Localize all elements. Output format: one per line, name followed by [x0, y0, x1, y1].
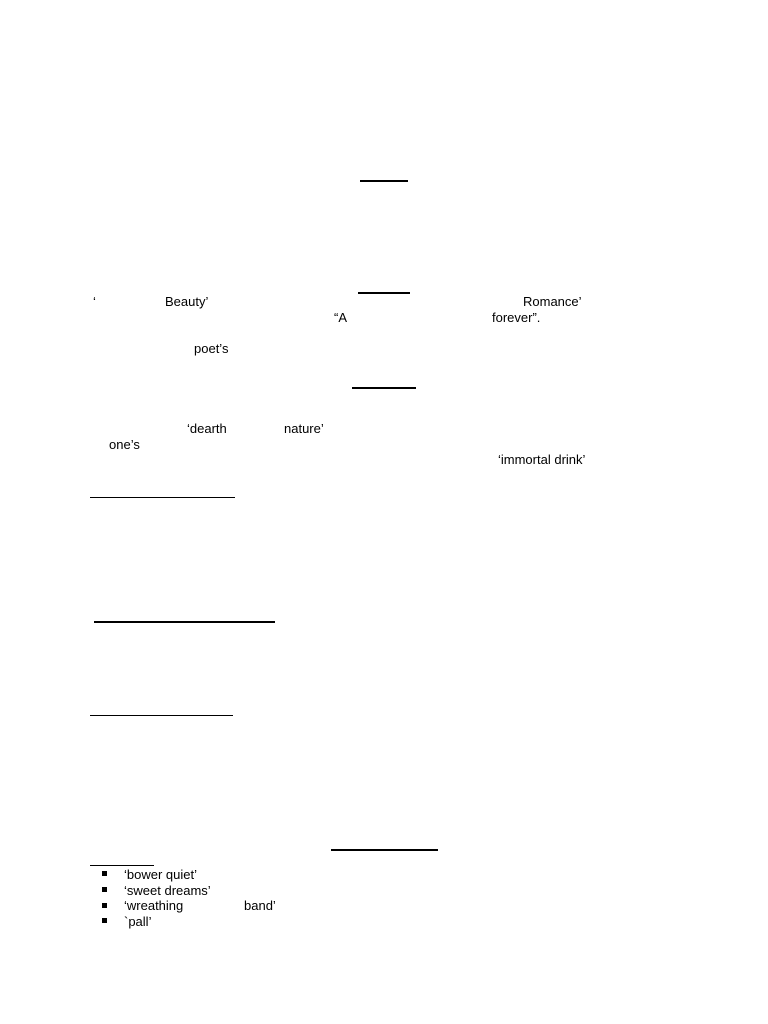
text-beauty: Beauty’ — [165, 294, 209, 309]
list-item: ‘bower quiet’ — [124, 867, 197, 882]
text-dearth: ‘dearth — [187, 421, 227, 436]
list-item: ‘sweet dreams’ — [124, 883, 211, 898]
list-item: `pall’ — [124, 914, 152, 929]
list-item: ‘wreathing — [124, 898, 184, 913]
list-item-continuation: band’ — [244, 898, 276, 913]
subheading-underline — [90, 497, 235, 498]
text-romance: Romance’ — [523, 294, 582, 309]
text-poets: poet’s — [194, 341, 229, 356]
subheading-underline — [90, 865, 154, 866]
subheading-underline — [90, 715, 233, 716]
bullet-marker — [102, 887, 107, 892]
bullet-marker — [102, 903, 107, 908]
heading-underline — [358, 292, 410, 294]
text-nature: nature’ — [284, 421, 324, 436]
heading-underline — [360, 180, 408, 182]
bullet-marker — [102, 918, 107, 923]
subheading-underline — [94, 621, 275, 623]
text-quote-a: “A — [334, 310, 347, 325]
heading-underline — [352, 387, 416, 389]
heading-underline — [331, 849, 438, 851]
text-forever: forever”. — [492, 310, 541, 325]
opening-quote-mark: ‘ — [93, 294, 96, 309]
bullet-marker — [102, 871, 107, 876]
text-ones: one’s — [109, 437, 140, 452]
text-immortal-drink: ‘immortal drink’ — [498, 452, 586, 467]
